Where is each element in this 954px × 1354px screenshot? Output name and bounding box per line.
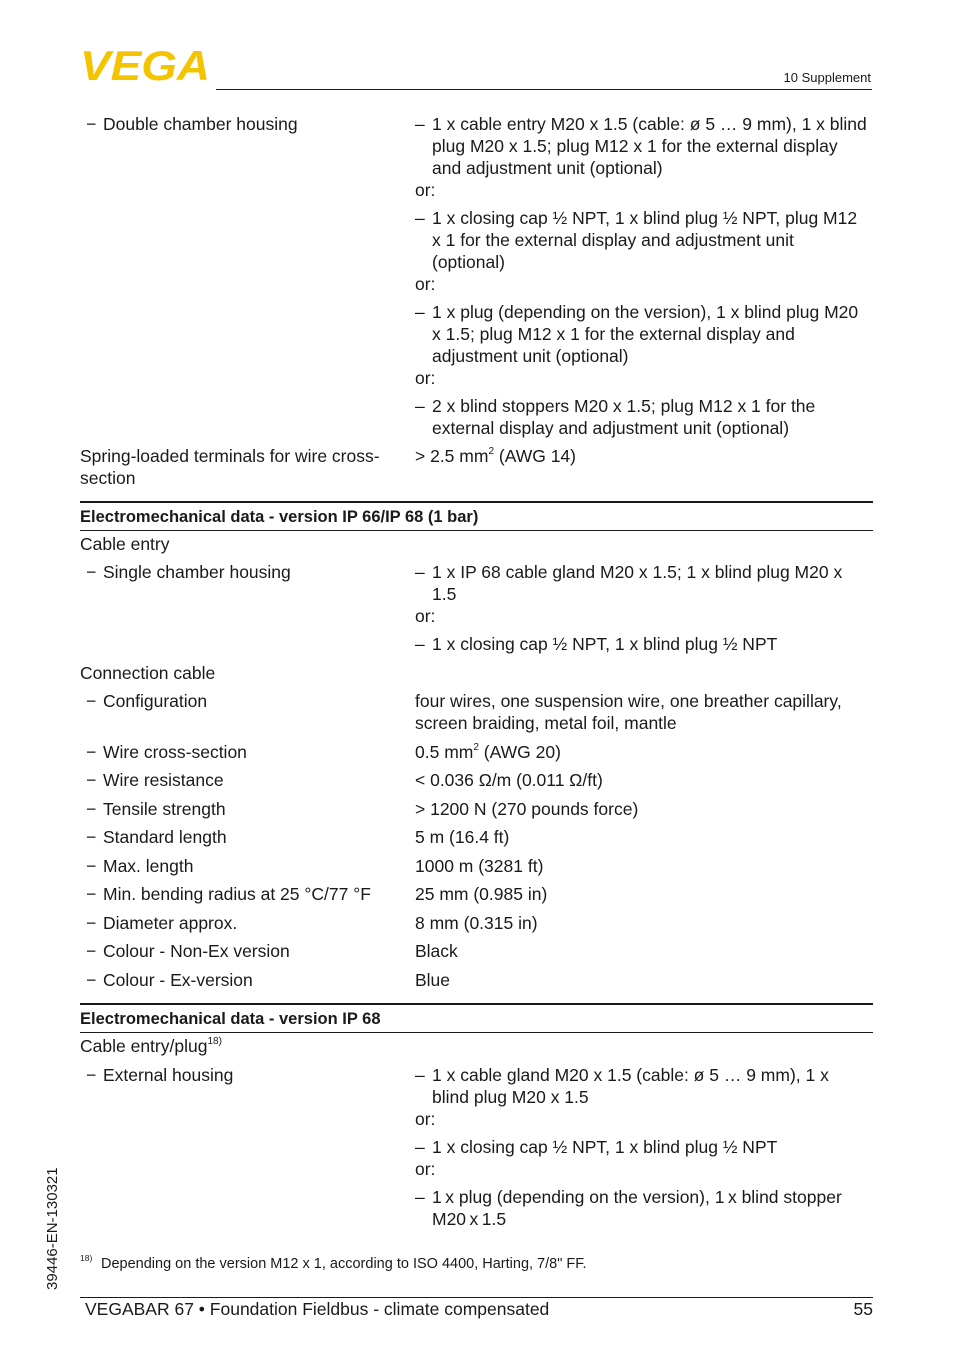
spec-label: − Colour - Ex-version <box>86 969 406 991</box>
section-label: 10 Supplement <box>783 70 871 85</box>
spec-label: Cable entry/plug$^{18)}$ <box>80 1036 222 1056</box>
or-text: or: <box>415 180 436 200</box>
spec-value: Blue <box>415 970 451 990</box>
spec-label: Connection cable <box>80 663 216 683</box>
list-item: – 1 x cable entry M20 x 1.5 (cable: ø 5 … 9 mm), 1 x blind plug M20 x 1.5; plug M12 x 1 for the external display and adjustment unit (optional) <box>415 113 870 179</box>
spec-label: − Tensile strength <box>86 798 406 820</box>
spec-value: 5 m (16.4 ft) <box>415 827 510 847</box>
spec-label: − Wire resistance <box>86 769 406 791</box>
list-item: – 1 x plug (depending on the version), 1 x blind plug M20 x 1.5; plug M12 x 1 for the external display and adjustment unit (optional) <box>415 301 870 367</box>
spec-label: − Wire cross-section <box>86 741 406 763</box>
spec-label: − Double chamber housing <box>86 113 406 135</box>
spec-value: > 1200 N (270 pounds force) <box>415 799 639 819</box>
section-heading-ip68: Electromechanical data - version IP 68 <box>80 1003 873 1033</box>
svg-text:VEGA: VEGA <box>80 48 210 84</box>
spec-label: − Max. length <box>86 855 406 877</box>
list-item: – 2 x blind stoppers M20 x 1.5; plug M12 x 1 for the external display and adjustment unit (optional) <box>415 395 870 439</box>
spec-label: Spring-loaded terminals for wire cross-section <box>80 446 380 488</box>
page-number: 55 <box>853 1299 873 1319</box>
footer-rule <box>80 1297 873 1298</box>
spec-value: four wires, one suspension wire, one breather capillary, screen braiding, metal foil, mantle <box>415 691 842 733</box>
or-text: or: <box>415 606 436 626</box>
spec-label: − Colour - Non-Ex version <box>86 940 406 962</box>
or-text: or: <box>415 1159 436 1179</box>
spec-label: − Min. bending radius at 25 °C/77 °F <box>86 883 406 905</box>
list-item: – 1 x closing cap ½ NPT, 1 x blind plug ½ NPT <box>415 1136 870 1158</box>
list-item: – 1 x closing cap ½ NPT, 1 x blind plug ½ NPT <box>415 633 870 655</box>
spec-value: 0.5 $mm^2$ (AWG 20) <box>415 742 561 762</box>
footnote: $^{18)}$ Depending on the version M12 x 1, according to ISO 4400, Harting, 7/8" FF. <box>80 1253 587 1272</box>
spec-value <box>415 561 870 655</box>
footnote-ref: 18) <box>207 1036 222 1048</box>
spec-label: Cable entry <box>80 534 170 554</box>
footnote-text: Depending on the version M12 x 1, according to ISO 4400, Harting, 7/8" FF. <box>101 1256 587 1272</box>
spec-value: 1000 m (3281 ft) <box>415 856 544 876</box>
spec-value: 8 mm (0.315 in) <box>415 913 538 933</box>
spec-label: − External housing <box>86 1064 406 1086</box>
list-item: – 1 x closing cap ½ NPT, 1 x blind plug ½ NPT, plug M12 x 1 for the external display and adjustment unit (optional) <box>415 207 870 273</box>
spec-value: < 0.036 Ω/m (0.011 Ω/ft) <box>415 770 603 790</box>
spec-label: − Single chamber housing <box>86 561 406 583</box>
spec-value <box>415 1064 870 1230</box>
header-rule <box>216 89 872 90</box>
spec-label: − Standard length <box>86 826 406 848</box>
footer-title: VEGABAR 67 • Foundation Fieldbus - climate compensated <box>85 1299 550 1319</box>
vega-logo <box>80 48 212 84</box>
list-item: – 1 x IP 68 cable gland M20 x 1.5; 1 x blind plug M20 x 1.5 <box>415 561 870 605</box>
or-text: or: <box>415 274 436 294</box>
document-code: 39446-EN-130321 <box>44 1167 61 1290</box>
section-heading-ip66: Electromechanical data - version IP 66/IP 68 (1 bar) <box>80 501 873 531</box>
spec-value: > 2.5 $mm^2$ (AWG 14) <box>415 446 576 466</box>
spec-value <box>415 113 870 439</box>
spec-value: 25 mm (0.985 in) <box>415 884 548 904</box>
list-item: – 1 x cable gland M20 x 1.5 (cable: ø 5 … 9 mm), 1 x blind plug M20 x 1.5 <box>415 1064 870 1108</box>
spec-value: Black <box>415 941 458 961</box>
or-text: or: <box>415 368 436 388</box>
spec-label: − Diameter approx. <box>86 912 406 934</box>
spec-label: − Configuration <box>86 690 406 712</box>
or-text: or: <box>415 1109 436 1129</box>
list-item: – 1 x plug (depending on the version), 1 x blind stopper M20 x 1.5 <box>415 1186 870 1230</box>
